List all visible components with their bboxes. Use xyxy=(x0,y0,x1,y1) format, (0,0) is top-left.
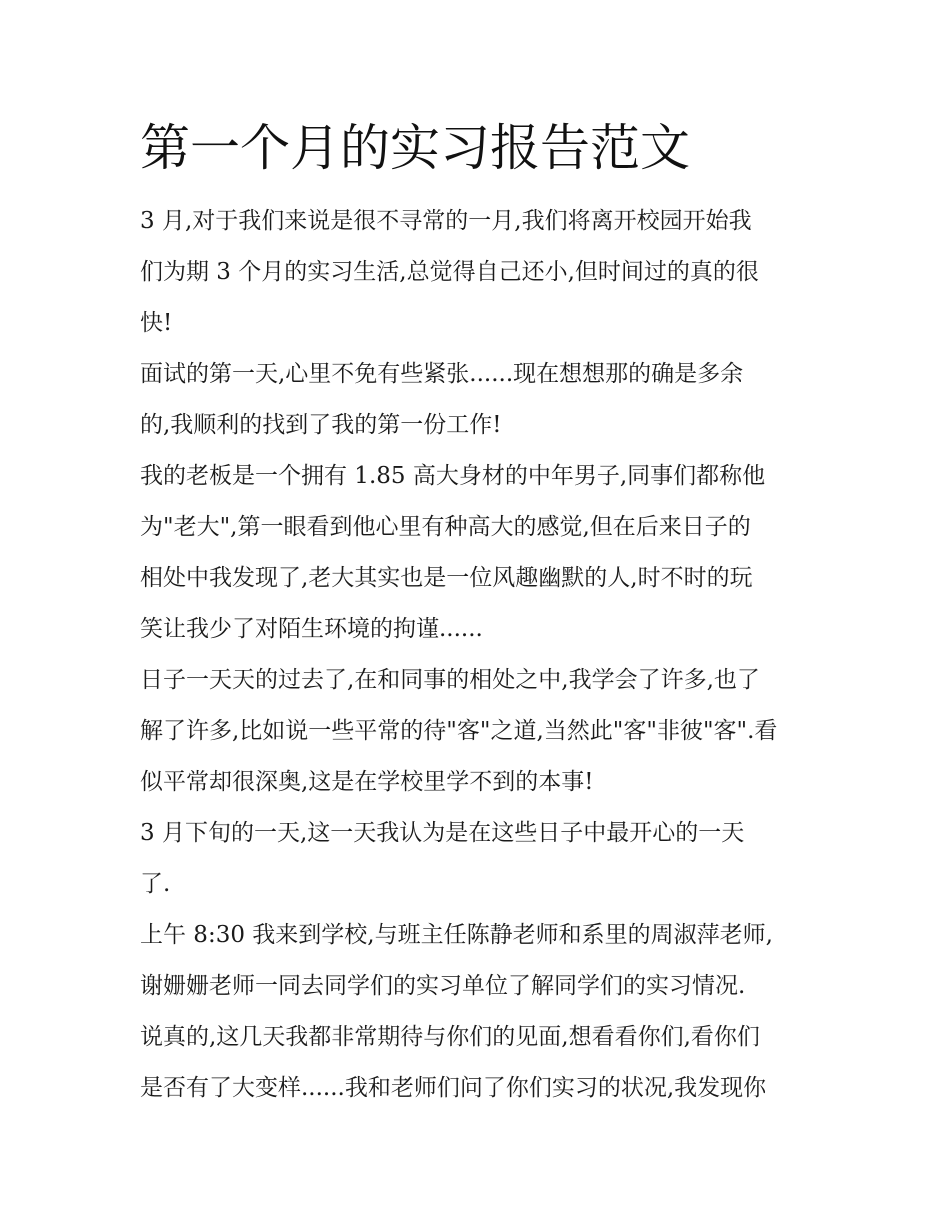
body-line: 3 月,对于我们来说是很不寻常的一月,我们将离开校园开始我 xyxy=(140,208,752,234)
body-line: 似平常却很深奥,这是在学校里学不到的本事! xyxy=(140,769,594,795)
body-line: 笑让我少了对陌生环境的拘谨...... xyxy=(140,616,483,642)
body-line: 们为期 3 个月的实习生活,总觉得自己还小,但时间过的真的很 xyxy=(140,259,759,285)
body-line: 说真的,这几天我都非常期待与你们的见面,想看看你们,看你们 xyxy=(140,1024,760,1050)
body-line: 我的老板是一个拥有 1.85 高大身材的中年男子,同事们都称他 xyxy=(140,463,766,489)
body-line: 面试的第一天,心里不免有些紧张......现在想想那的确是多余 xyxy=(140,361,744,387)
body-line: 谢姗姗老师一同去同学们的实习单位了解同学们的实习情况. xyxy=(140,973,746,999)
body-line: 上午 8:30 我来到学校,与班主任陈静老师和系里的周淑萍老师, xyxy=(140,922,773,948)
body-line: 相处中我发现了,老大其实也是一位风趣幽默的人,时不时的玩 xyxy=(140,565,753,591)
body-line: 为"老大",第一眼看到他心里有种高大的感觉,但在后来日子的 xyxy=(140,514,751,540)
document-body xyxy=(140,196,820,1114)
body-line: 解了许多,比如说一些平常的待"客"之道,当然此"客"非彼"客".看 xyxy=(140,718,778,744)
document-title: 第一个月的实习报告范文 xyxy=(140,119,690,177)
body-line: 快! xyxy=(140,310,173,336)
body-line: 的,我顺利的找到了我的第一份工作! xyxy=(140,412,502,438)
body-line: 日子一天天的过去了,在和同事的相处之中,我学会了许多,也了 xyxy=(140,667,760,693)
body-line: 3 月下旬的一天,这一天我认为是在这些日子中最开心的一天 xyxy=(140,820,745,846)
body-line: 是否有了大变样......我和老师们问了你们实习的状况,我发现你 xyxy=(140,1075,767,1101)
body-line: 了. xyxy=(140,871,171,897)
